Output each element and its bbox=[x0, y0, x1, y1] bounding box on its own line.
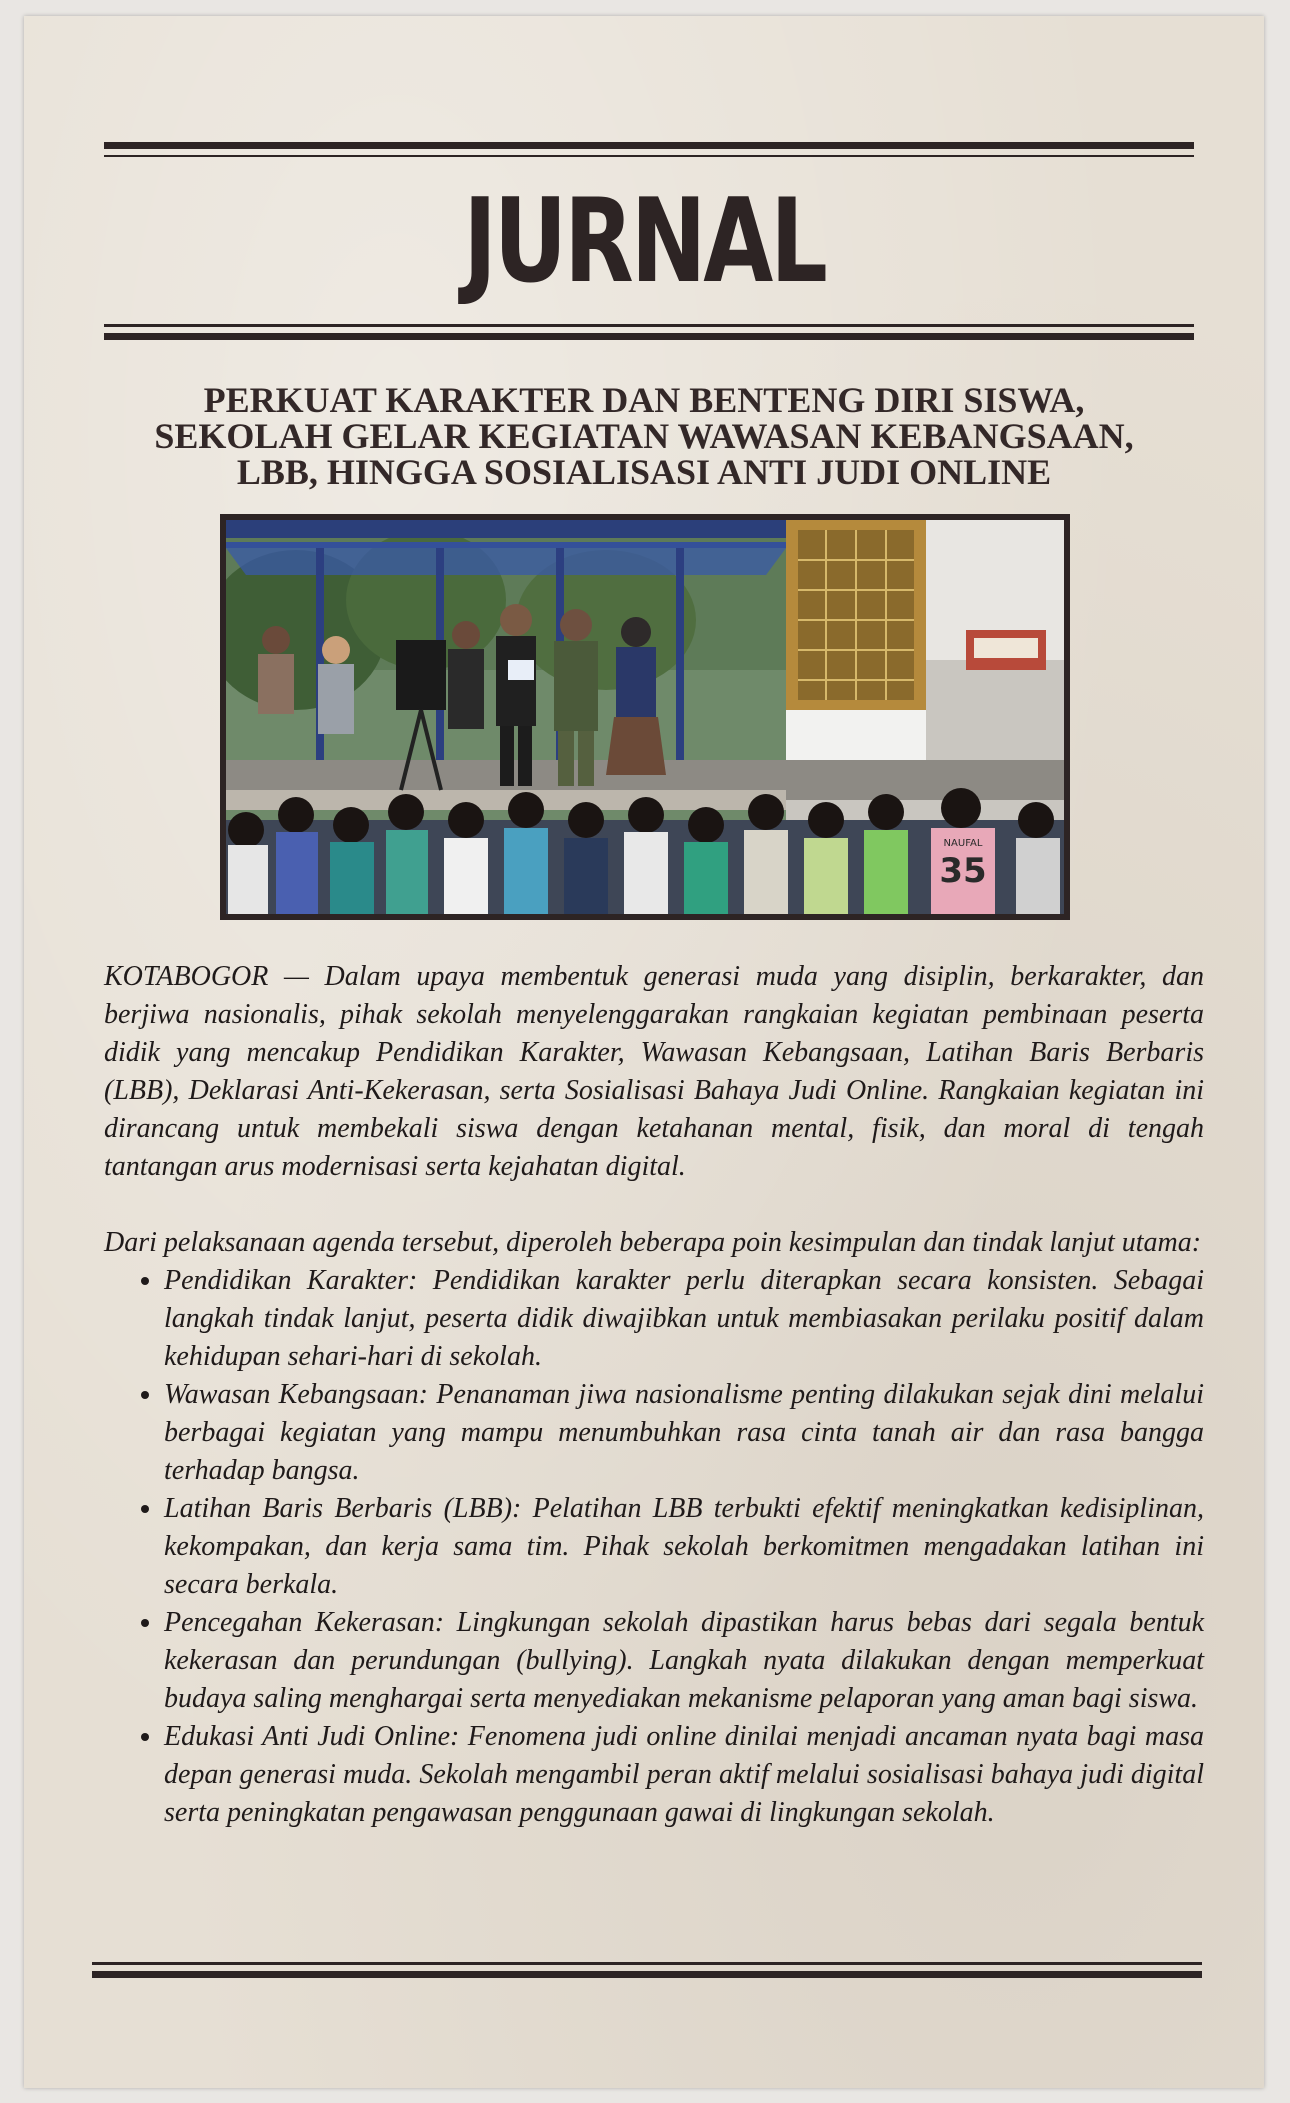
list-item: • Pencegahan Kekerasan: Lingkungan sekolah dipastikan harus bebas dari segala bentuk kekerasan dan perundungan (bullying). Langkah nyata dilakukan dengan memperkuat budaya saling menghargai serta menyediakan mekanisme pelaporan yang aman bagi siswa. bbox=[164, 1604, 1204, 1718]
article-headline bbox=[94, 382, 1194, 490]
masthead-bottom-rule bbox=[104, 324, 1194, 340]
shirt-name: NAUFAL bbox=[943, 838, 983, 849]
article-intro-paragraph: Dari pelaksanaan agenda tersebut, diperoleh beberapa poin kesimpulan dan tindak lanjut utama: bbox=[104, 1227, 1202, 1258]
headline-line-1: PERKUAT KARAKTER DAN BENTENG DIRI SISWA, bbox=[203, 380, 1085, 420]
article-photo bbox=[220, 514, 1070, 920]
assembly-photo-illustration bbox=[226, 520, 1064, 914]
list-item: • Pendidikan Karakter: Pendidikan karakter perlu diterapkan secara konsisten. Sebagai langkah tindak lanjut, peserta didik diwajibkan untuk membiasakan perilaku positif dalam kehidupan sehari-hari di sekolah. bbox=[164, 1262, 1204, 1376]
headline-line-2: SEKOLAH GELAR KEGIATAN WAWASAN KEBANGSAAN, bbox=[154, 416, 1134, 456]
article-lead-paragraph: KOTABOGOR — Dalam upaya membentuk generasi muda yang disiplin, berkarakter, dan berjiwa nasionalis, pihak sekolah menyelenggarakan rangkaian kegiatan pembinaan peserta didik yang mencakup Pendidikan Karakter, Wawasan Kebangsaan, Latihan Baris Berbaris (LBB), Deklarasi Anti-Kekerasan, serta Sosialisasi Bahaya Judi Online. Rangkaian kegiatan ini dirancang untuk membekali siswa dengan ketahanan mental, fisik, dan moral di tengah tantangan arus modernisasi serta kejahatan digital. bbox=[104, 961, 1204, 1182]
headline-line-3: LBB, HINGGA SOSIALISASI ANTI JUDI ONLINE bbox=[236, 452, 1052, 492]
list-item: • Latihan Baris Berbaris (LBB): Pelatihan LBB terbukti efektif meningkatkan kedisiplinan, kekompakan, dan kerja sama tim. Pihak sekolah berkomitmen mengadakan latihan ini secara berkala. bbox=[164, 1490, 1204, 1604]
shirt-number: 35 bbox=[939, 851, 987, 891]
bottom-double-rule bbox=[92, 1962, 1202, 1978]
list-item: • Wawasan Kebangsaan: Penanaman jiwa nasionalisme penting dilakukan sejak dini melalui berbagai kegiatan yang mampu menumbuhkan rasa cinta tanah air dan rasa bangga terhadap bangsa. bbox=[164, 1376, 1204, 1490]
conclusion-list bbox=[104, 1262, 1204, 1832]
list-item: • Edukasi Anti Judi Online: Fenomena judi online dinilai menjadi ancaman nyata bagi masa depan generasi muda. Sekolah mengambil peran aktif melalui sosialisasi bahaya judi digital serta peningkatan pengawasan penggunaan gawai di lingkungan sekolah. bbox=[164, 1718, 1204, 1832]
masthead-title: JURNAL bbox=[463, 174, 825, 309]
article-body bbox=[104, 958, 1204, 1832]
top-double-rule bbox=[104, 142, 1194, 157]
journal-page bbox=[24, 16, 1264, 2088]
